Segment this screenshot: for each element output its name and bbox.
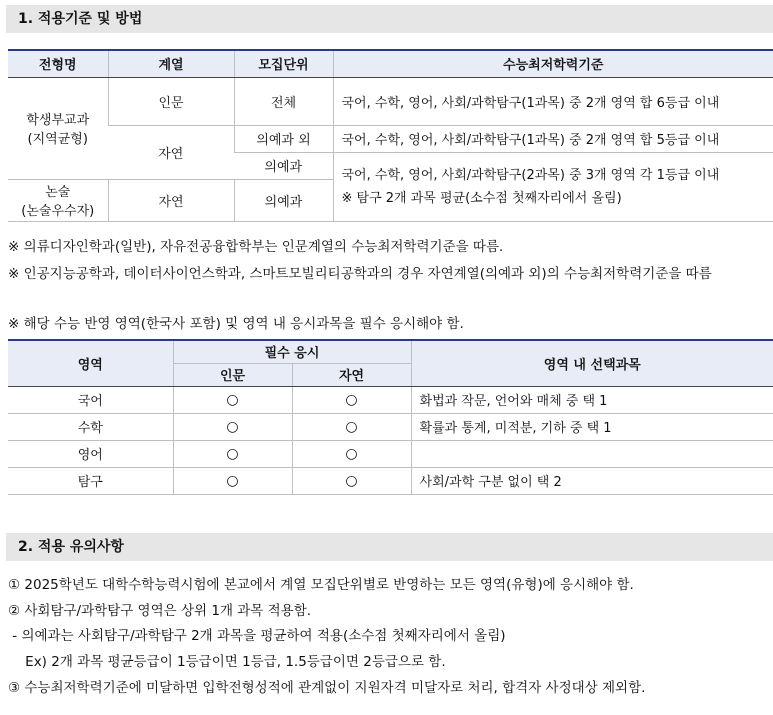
admission-type-cell [8, 77, 108, 179]
required-mark: ○ [292, 440, 411, 467]
col-header-track: 계열 [108, 50, 234, 77]
area-cell: 영어 [8, 440, 173, 467]
area-cell: 탐구 [8, 467, 173, 494]
col-header-unit: 모집단위 [234, 50, 333, 77]
area-cell: 수학 [8, 413, 173, 440]
section-1-title: 1. 적용기준 및 방법 [18, 11, 143, 27]
table-row [8, 467, 773, 494]
admission-type-cell [8, 179, 108, 221]
criteria-cell: 국어, 수학, 영어, 사회/과학탐구(1과목) 중 2개 영역 합 5등급 이내 [333, 125, 773, 152]
unit-cell: 의예과 [234, 179, 333, 221]
table-header-row [8, 340, 773, 363]
track-cell: 인문 [108, 77, 234, 125]
admission-type-sub: (논술우수자) [21, 204, 95, 219]
caution-item: ② 사회탐구/과학탐구 영역은 상위 1개 과목 적용함. [8, 603, 312, 619]
table-row [8, 125, 773, 152]
minimum-criteria-table [8, 49, 773, 222]
criteria-cell [333, 152, 773, 221]
table-row [8, 386, 773, 413]
required-mark: ○ [173, 386, 292, 413]
section-1-header [6, 5, 773, 33]
section-2-header [6, 533, 773, 561]
unit-cell: 전체 [234, 77, 333, 125]
required-mark: ○ [292, 386, 411, 413]
table-row [8, 77, 773, 125]
area-cell: 국어 [8, 386, 173, 413]
unit-cell: 의예과 외 [234, 125, 333, 152]
admission-type-sub: (지역균형) [27, 132, 88, 147]
caution-item: ③ 수능최저학력기준에 미달하면 입학전형성적에 관계없이 지원자격 미달자로 처리, 합격자 사정대상 제외함. [8, 680, 646, 696]
required-mark: ○ [173, 413, 292, 440]
col-header-area: 영역 [8, 340, 173, 386]
section-2-title: 2. 적용 유의사항 [18, 539, 124, 555]
caution-example: Ex) 2개 과목 평균등급이 1등급이면 1등급, 1.5등급이면 2등급으로 함. [8, 654, 446, 670]
required-subjects-table [8, 339, 773, 495]
required-mark: ○ [173, 440, 292, 467]
subjects-cell [411, 440, 773, 467]
criteria-footnote: ※ 탐구 2개 과목 평균(소수점 첫째자리에서 올림) [341, 190, 622, 206]
col-header-required: 필수 응시 [173, 340, 411, 363]
table-row [8, 440, 773, 467]
note-line: ※ 해당 수능 반영 영역(한국사 포함) 및 영역 내 응시과목을 필수 응시해야 함. [8, 316, 464, 332]
subjects-cell: 사회/과학 구분 없이 택 2 [411, 467, 773, 494]
table-row [8, 413, 773, 440]
criteria-line: 국어, 수학, 영어, 사회/과학탐구(2과목) 중 3개 영역 각 1등급 이내 [341, 167, 720, 183]
required-mark: ○ [173, 467, 292, 494]
subjects-cell: 확률과 통계, 미적분, 기하 중 택 1 [411, 413, 773, 440]
col-header-admission-type: 전형명 [8, 50, 108, 77]
col-header-science: 자연 [292, 363, 411, 386]
table-header-row [8, 50, 773, 77]
caution-subitem: - 의예과는 사회탐구/과학탐구 2개 과목을 평균하여 적용(소수점 첫째자리에서 올림) [8, 628, 506, 644]
caution-item: ① 2025학년도 대학수학능력시험에 본교에서 계열 모집단위별로 반영하는 모든 영역(유형)에 응시해야 함. [8, 577, 634, 593]
required-mark: ○ [292, 413, 411, 440]
track-cell: 자연 [108, 179, 234, 221]
admission-type-name: 학생부교과 [26, 113, 90, 128]
col-header-criteria: 수능최저학력기준 [333, 50, 773, 77]
subjects-cell: 화법과 작문, 언어와 매체 중 택 1 [411, 386, 773, 413]
required-mark: ○ [292, 467, 411, 494]
criteria-cell: 국어, 수학, 영어, 사회/과학탐구(1과목) 중 2개 영역 합 6등급 이내 [333, 77, 773, 125]
track-cell: 자연 [108, 125, 234, 179]
col-header-humanities: 인문 [173, 363, 292, 386]
col-header-subjects: 영역 내 선택과목 [411, 340, 773, 386]
admission-type-name: 논술 [45, 185, 71, 200]
note-line: ※ 인공지능공학과, 데이터사이언스학과, 스마트모빌리티공학과의 경우 자연계열(의예과 외)의 수능최저학력기준을 따름 [8, 266, 712, 282]
unit-cell: 의예과 [234, 152, 333, 179]
note-line: ※ 의류디자인학과(일반), 자유전공융합학부는 인문계열의 수능최저학력기준을 따름. [8, 239, 504, 255]
